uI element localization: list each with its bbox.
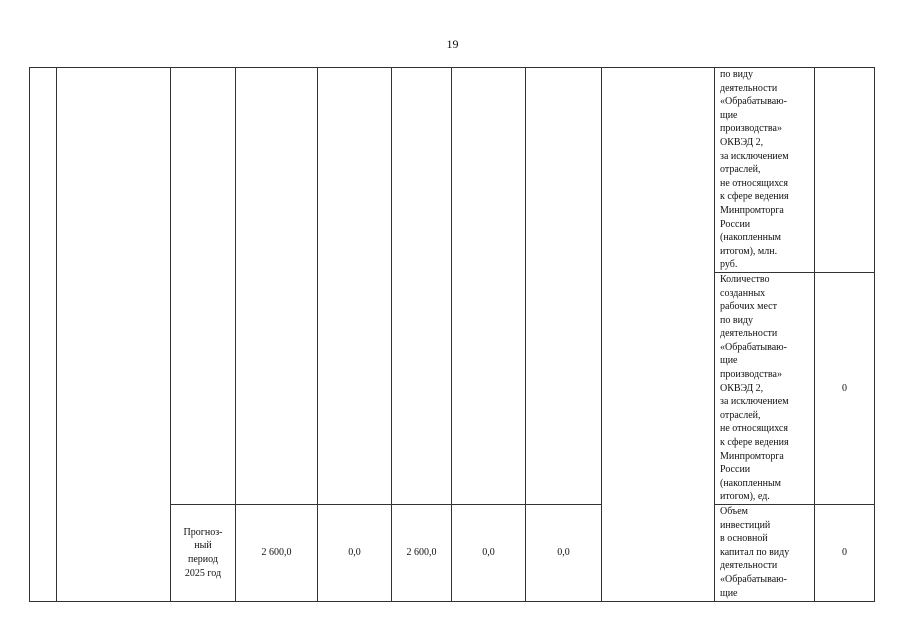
page-number: 19 — [446, 37, 459, 51]
indicator-name: по виду деятельности «Обрабатываю- щие производства» ОКВЭД 2, за исключением отраслей, не относящихся к сфере ведения Минпромторга России (накопленным итогом), млн. руб. — [720, 69, 789, 271]
indicator-value-cell — [815, 68, 875, 273]
total-value: 2 600,0 — [261, 547, 292, 559]
col4-cell — [452, 505, 526, 602]
col5-cell-empty — [526, 68, 602, 505]
col2-cell — [318, 505, 392, 602]
activity-name-cell — [57, 68, 171, 602]
indicator-value: 0 — [842, 382, 847, 394]
period-cell — [171, 505, 236, 602]
program-table — [29, 67, 875, 602]
result-cell-empty — [602, 68, 715, 602]
col3-cell-empty — [392, 68, 452, 505]
row-number-cell — [30, 68, 57, 602]
col5-value: 0,0 — [557, 547, 570, 559]
col4-cell-empty — [452, 68, 526, 505]
indicator-value-cell — [815, 272, 875, 504]
indicator-name-cell — [715, 68, 815, 273]
col3-cell — [392, 505, 452, 602]
period-cell-empty — [171, 68, 236, 505]
table-row — [30, 68, 875, 273]
col3-value: 2 600,0 — [406, 547, 437, 559]
period-label: Прогноз- ный период 2025 год — [183, 526, 223, 579]
total-cell — [236, 505, 318, 602]
indicator-name: Объем инвестиций в основной капитал по виду деятельности «Обрабатываю- щие — [720, 506, 790, 599]
indicator-value-cell — [815, 505, 875, 602]
total-cell-empty — [236, 68, 318, 505]
col2-value: 0,0 — [348, 547, 361, 559]
col5-cell — [526, 505, 602, 602]
col4-value: 0,0 — [482, 547, 495, 559]
indicator-name: Количество созданных рабочих мест по виду деятельности «Обрабатываю- щие производства» ОКВЭД 2, за исключением отраслей, не относящихся к сфере ведения Минпромторга России (накопленным итогом), ед. — [720, 273, 789, 503]
col2-cell-empty — [318, 68, 392, 505]
indicator-value: 0 — [842, 547, 847, 559]
indicator-name-cell — [715, 272, 815, 504]
indicator-name-cell — [715, 505, 815, 602]
